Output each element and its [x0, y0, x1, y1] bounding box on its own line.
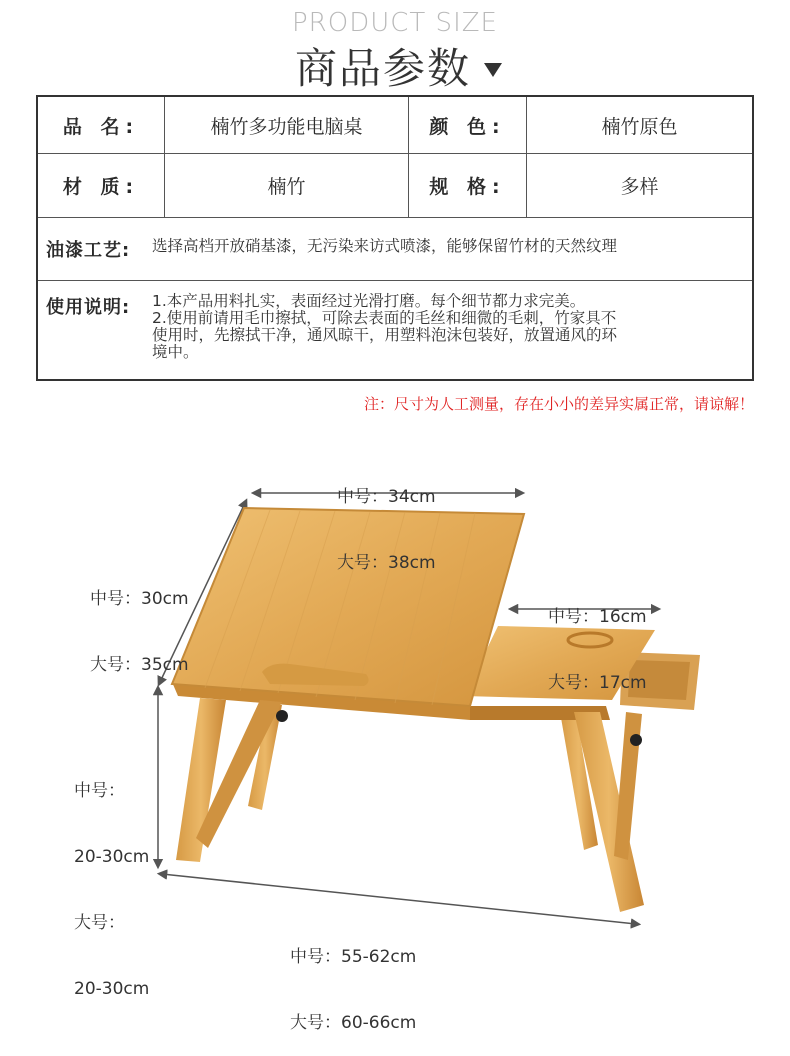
usage-line: 2.使用前请用毛巾擦拭，可除去表面的毛丝和细微的毛刺，竹家具不 [152, 309, 617, 327]
depth-medium: 中号：30cm [90, 589, 189, 609]
usage-label: 使用说明: [46, 297, 131, 318]
height-large-title: 大号： [74, 913, 125, 933]
color-value: 楠竹原色 [526, 97, 752, 153]
left-knob [276, 710, 288, 722]
length-large: 大号：60-66cm [290, 1013, 417, 1033]
header-title-cn: 商品参数 [295, 44, 472, 93]
front-right-brace [614, 712, 642, 860]
material-value: 楠竹 [164, 153, 408, 217]
paint-value: 选择高档开放硝基漆，无污染来访式喷漆，能够保留竹材的天然纹理 [152, 237, 618, 255]
usage-line: 境中。 [152, 343, 199, 361]
top-width-large: 大号：38cm [337, 553, 436, 573]
top-width-label [337, 442, 436, 596]
height-label [74, 736, 149, 1022]
name-value: 楠竹多功能电脑桌 [164, 97, 408, 153]
paint-label: 油漆工艺: [46, 240, 131, 261]
name-label: 品 名: [62, 115, 140, 138]
top-width-medium: 中号：34cm [337, 487, 436, 507]
length-label [290, 902, 416, 1056]
depth-label [90, 544, 189, 698]
right-knob [630, 734, 642, 746]
height-medium-value: 20-30cm [74, 847, 150, 867]
drawer-large: 大号：17cm [548, 673, 647, 693]
height-large-value: 20-30cm [74, 979, 150, 999]
header-title-en: PRODUCT SIZE [292, 8, 498, 38]
length-medium: 中号：55-62cm [290, 947, 417, 967]
usage-line: 使用时，先擦拭干净，通风晾干，用塑料泡沫包装好，放置通风的环 [152, 326, 618, 344]
drawer-size-label [548, 562, 647, 716]
size-value: 多样 [526, 153, 752, 217]
depth-large: 大号：35cm [90, 655, 189, 675]
measurement-note: 注：尺寸为人工测量，存在小小的差异实属正常，请谅解！ [363, 395, 754, 413]
drawer-medium: 中号：16cm [548, 607, 647, 627]
color-label: 颜 色: [408, 97, 526, 153]
height-medium-title: 中号： [74, 781, 125, 801]
material-label: 材 质: [62, 175, 140, 198]
usage-line: 1.本产品用料扎实，表面经过光滑打磨。每个细节都力求完美。 [152, 292, 586, 310]
size-label: 规 格: [408, 153, 526, 217]
